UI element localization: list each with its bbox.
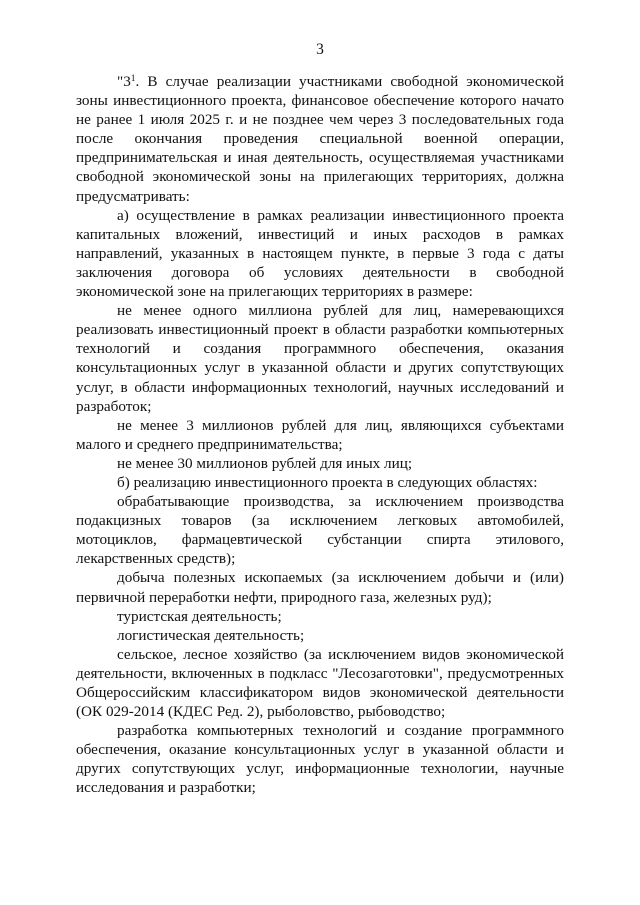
paragraph-manufacturing: обрабатывающие производства, за исключением производства подакцизных товаров (за исключением легковых автомобилей, мотоциклов, фармацевтической субстанции спирта этилового, лекарственных средств); <box>76 493 564 568</box>
paragraph-mining: добыча полезных ископаемых (за исключением добычи и (или) первичной переработки нефти, природного газа, железных руд); <box>76 569 564 606</box>
paragraph-sum-it: не менее одного миллиона рублей для лиц, намеревающихся реализовать инвестиционный проект в области разработки компьютерных технологий и создания программного обеспечения, оказания консультационных услуг в указанной области и других сопутствующих услуг, в области информационных технологий, научных исследований и разработок; <box>76 302 564 415</box>
clause-number: "3 <box>117 73 131 90</box>
paragraph-agriculture: сельское, лесное хозяйство (за исключением видов экономической деятельности, включенных в подкласс "Лесозаготовки", предусмотренных Общероссийским классификатором видов экономической деятельности (ОК 029-2014 (КДЕС Ред. 2), рыболовство, рыбоводство; <box>76 645 564 721</box>
paragraph-sum-sme: не менее 3 миллионов рублей для лиц, являющихся субъектами малого и среднего предпринимательства; <box>76 416 564 453</box>
paragraph-item-b: б) реализацию инвестиционного проекта в следующих областях: <box>117 473 538 491</box>
page-number: 3 <box>316 41 324 58</box>
clause-superscript: 1 <box>130 74 136 84</box>
paragraph-text: . В случае реализации участниками свободной экономической зоны инвестиционного проекта, финансовое обеспечение которого начато не ранее 1 июля 2025 г. и не позднее чем через 3 последовательных года после окончания проведения специальной военной операции, предпринимательская и иная деятельность, осуществляемая участниками свободной экономической зоны на прилегающих территориях, должна предусматривать: <box>76 73 564 205</box>
document-body <box>76 72 564 798</box>
paragraph-clause-3-1 <box>76 72 564 206</box>
paragraph-software: разработка компьютерных технологий и создание программного обеспечения, оказание консультационных услуг в указанной области и других сопутствующих услуг, информационные технологии, научные исследования и разработки; <box>76 722 564 797</box>
paragraph-sum-other: не менее 30 миллионов рублей для иных лиц; <box>117 454 413 472</box>
paragraph-tourism: туристская деятельность; <box>117 607 282 625</box>
paragraph-item-a: а) осуществление в рамках реализации инвестиционного проекта капитальных вложений, инвестиций и иных расходов в рамках направлений, указанных в настоящем пункте, в первые 3 года с даты заключения договора об условиях деятельности в свободной экономической зоне на прилегающих территориях в размере: <box>76 206 564 301</box>
paragraph-logistics: логистическая деятельность; <box>117 626 305 644</box>
